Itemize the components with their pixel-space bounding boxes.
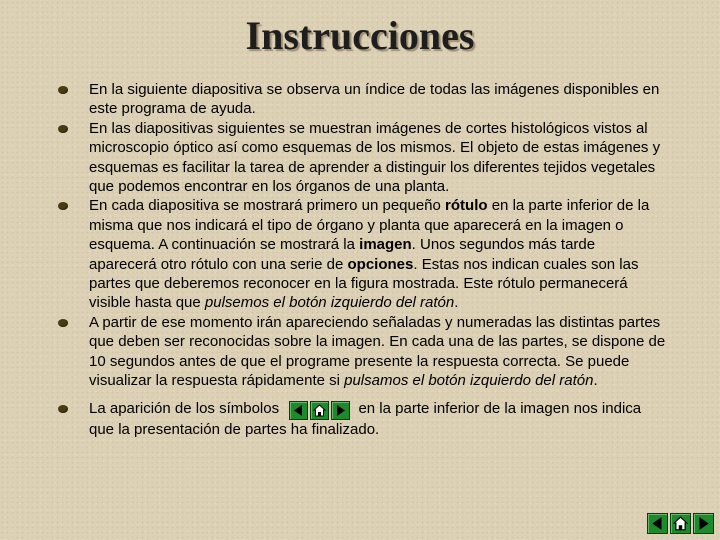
- forward-arrow-icon[interactable]: [693, 513, 714, 534]
- home-icon: [310, 401, 329, 420]
- item-text: . Estas nos indican cuales son las partes que deberemos reconocer en la figura mostrada. Este rótulo permanecerá visible hasta que: [89, 255, 639, 312]
- bold-term-opciones: opciones: [347, 255, 414, 273]
- bullet-icon: [58, 405, 68, 413]
- item-text: En las diapositivas siguientes se muestran imágenes de cortes histológicos vistos al microscopio óptico así como esquemas de los mismos. El objeto de estas imágenes y esquemas es facilitar la tarea de aprender a distinguir los diferentes tejidos vegetales que podemos encontrar en los órganos de una planta.: [89, 119, 661, 196]
- back-arrow-icon: [289, 401, 308, 420]
- italic-instruction: pulsamos el botón izquierdo del ratón: [344, 372, 594, 390]
- item-text: En cada diapositiva se mostrará primero un pequeño: [89, 197, 446, 215]
- bold-term-imagen: imagen: [359, 236, 412, 254]
- navigation-bar: [647, 513, 714, 534]
- item-text: .: [593, 372, 598, 390]
- slide-title: Instrucciones: [245, 13, 475, 58]
- italic-instruction: pulsemos el botón izquierdo del ratón: [204, 294, 455, 312]
- bullet-icon: [58, 202, 68, 210]
- back-arrow-icon[interactable]: [647, 513, 668, 534]
- item-text: A partir de ese momento irán apareciendo señaladas y numeradas las distintas partes que deben ser reconocidas sobre la imagen. En cada una de las partes, se dispone de 10 segundos antes de que el programe presente la respuesta correcta. Se puede visualizar la respuesta rápidamente si: [89, 313, 666, 390]
- list-item: [56, 119, 666, 197]
- item-text: . Unos segundos más tarde aparecerá otro rótulo con una serie de: [89, 236, 596, 273]
- item-text: En la siguiente diapositiva se observa un índice de todas las imágenes disponibles en este programa de ayuda.: [89, 81, 660, 118]
- list-item: [56, 313, 666, 391]
- item-text: en la parte inferior de la imagen nos indica que la presentación de partes ha finalizado.: [89, 399, 642, 438]
- bullet-icon: [58, 86, 68, 94]
- list-item: [56, 80, 666, 119]
- bullet-icon: [58, 319, 68, 327]
- item-text: en la parte inferior de la misma que nos indicará el tipo de órgano y planta que aparecerá en la imagen o esquema. A continuación se mostrará la: [89, 197, 650, 254]
- list-item: [56, 399, 666, 439]
- home-icon[interactable]: [670, 513, 691, 534]
- item-text: .: [454, 294, 459, 312]
- item-text: La aparición de los símbolos: [89, 399, 280, 417]
- instructions-list: [56, 80, 666, 439]
- list-item: [56, 196, 666, 312]
- bullet-icon: [58, 125, 68, 133]
- nav-symbols-example: [289, 401, 350, 420]
- bold-term-rotulo: rótulo: [445, 197, 488, 215]
- forward-arrow-icon: [331, 401, 350, 420]
